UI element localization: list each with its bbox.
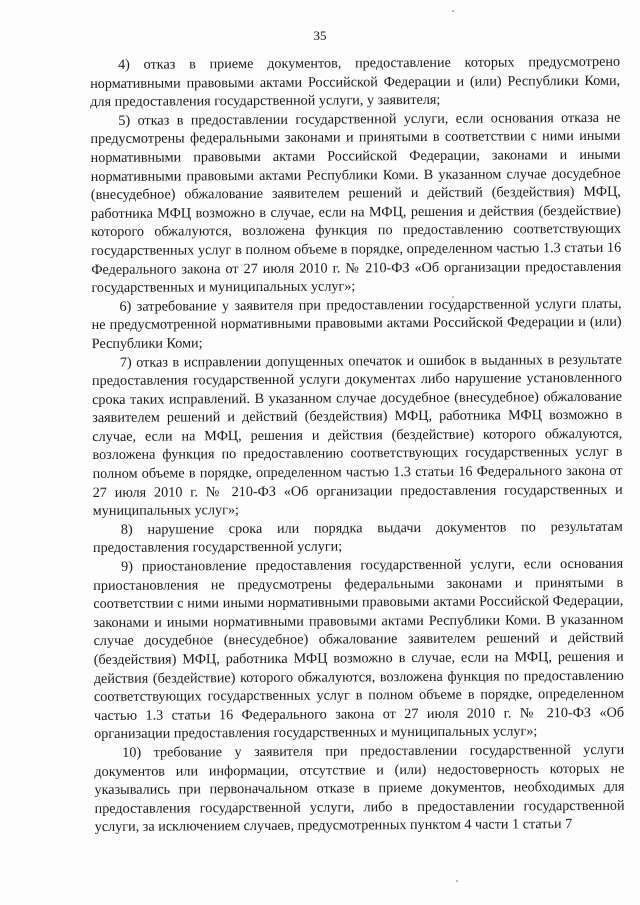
paragraph-item-7: 7) отказ в исправлении допущенных опечаток и ошибок в выданных в результате предоставления государственной услуги документах либо нарушение установленного срока таких исправлений. В указанном случае досудебное (внесудебное) обжалование заявителем решений и действий (бездействия) МФЦ, работника МФЦ возможно в случае, если на МФЦ, решения и действия (бездействие) которого обжалуются, возложена функция по предоставлению соответствующих государственных услуг в полном объеме в порядке, определенном частью 1.3 статьи 16 Федерального закона от 27 июля 2010 г. № 210-ФЗ «Об организации предоставления государственных и муниципальных услуг»; — [91, 351, 623, 520]
paragraph-item-6: 6) затребование у заявителя при предоставлении государственной услуги платы, не предусмотренной нормативными правовыми актами Российской Федерации и (или) Республики Коми; — [91, 295, 622, 352]
paragraph-item-4: 4) отказ в приеме документов, предоставление которых предусмотрено нормативными правовыми актами Российской Федерации и (или) Республики Коми, для предоставления государственной услуги, у заявителя; — [90, 53, 621, 111]
paragraph-item-10: 10) требование у заявителя при предоставлении государственной услуги документов или информации, отсутствие и (или) недостоверность которых не указывались при первоначальном отказе в приеме документов, необходимых для предоставления государственной услуги, либо в предоставлении государственной услуги, за исключением случаев, предусмотренных пунктом 4 части 1 статьи 7 — [94, 741, 625, 836]
document-body — [90, 53, 625, 837]
scan-speck — [456, 880, 458, 882]
paragraph-item-8: 8) нарушение срока или порядка выдачи документов по результатам предоставления государственной услуги; — [92, 518, 623, 557]
paragraph-item-9: 9) приостановление предоставления государственной услуги, если основания приостановления не предусмотрены федеральными законами и принятыми в соответствии с ними иными нормативными правовыми актами Российской Федерации, законами и иными нормативными правовыми актами Республики Коми. В указанном случае досудебное (внесудебное) обжалование заявителем решений и действий (бездействия) МФЦ, работника МФЦ возможно в случае, если на МФЦ, решения и действия (бездействие) которого обжалуются, возложена функция по предоставлению соответствующих государственных услуг в полном объеме в порядке, определенном частью 1.3 статьи 16 Федерального закона от 27 июля 2010 г. № 210-ФЗ «Об организации предоставления государственных и муниципальных услуг»; — [93, 555, 625, 743]
page-number: 35 — [313, 28, 327, 43]
paragraph-item-5: 5) отказ в предоставлении государственной услуги, если основания отказа не предусмотрены федеральными законами и принятыми в соответствии с ними иными нормативными правовыми актами Российской Федерации, законами и иными нормативными правовыми актами Республики Коми. В указанном случае досудебное (внесудебное) обжалование заявителем решений и действий (бездействия) МФЦ, работника МФЦ возможно в случае, если на МФЦ, решения и действия (бездействие) которого обжалуются, возложена функция по предоставлению соответствующих государственных услуг в полном объеме в порядке, определенном частью 1.3 статьи 16 Федерального закона от 27 июля 2010 г. № 210-ФЗ «Об организации предоставления государственных и муниципальных услуг»; — [90, 109, 622, 297]
scan-speck — [452, 10, 454, 12]
